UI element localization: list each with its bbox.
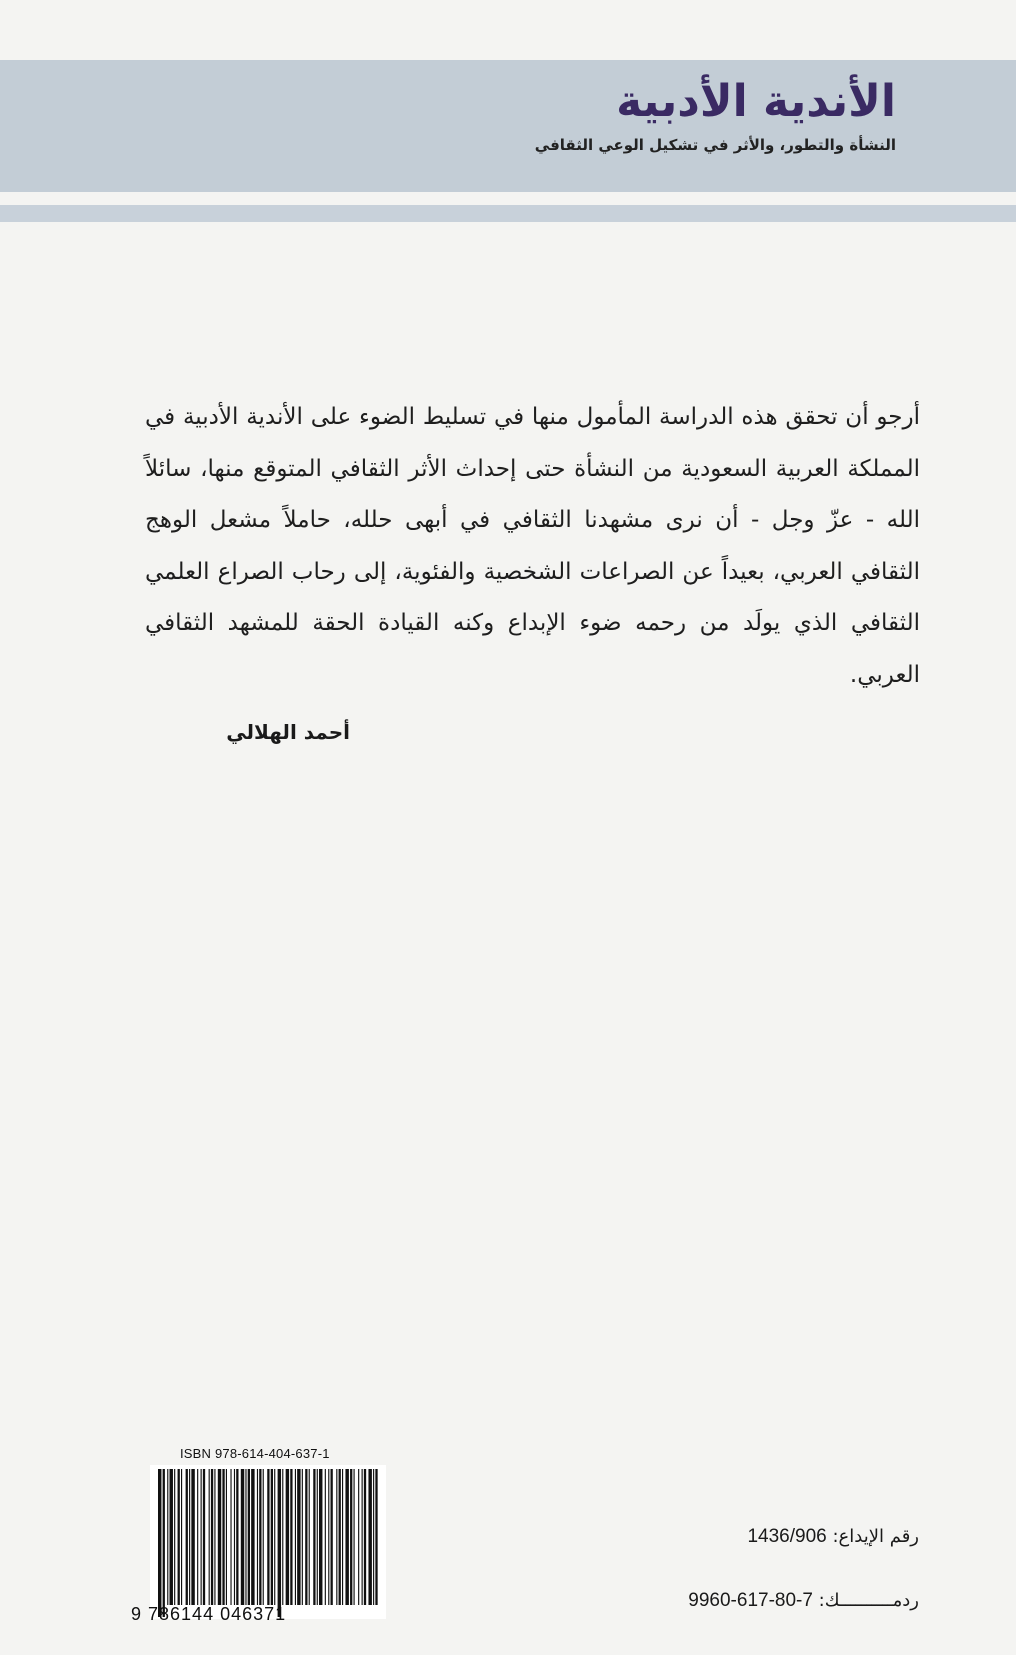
barcode-bar [302,1469,303,1605]
barcode-bar [251,1469,254,1605]
barcode-bar [209,1469,210,1605]
barcode-bar [170,1469,173,1605]
book-subtitle: النشأة والتطور، والأثر في تشكيل الوعي الثقافي [534,136,896,155]
barcode-bars [150,1465,386,1619]
barcode-bar [362,1469,363,1605]
barcode-bar [305,1469,307,1605]
barcode-bar [226,1469,227,1605]
barcode-bar [201,1469,202,1605]
barcode-bar [325,1469,326,1605]
isbn-label: ISBN 978-614-404-637-1 [180,1446,330,1461]
barcode-bar [191,1469,194,1605]
barcode-bar [350,1469,352,1605]
header-stripe [0,205,1016,222]
book-title: الأندية الأدبية [616,76,896,127]
barcode-bar [241,1469,244,1605]
author-name: أحمد الهلالي [226,720,350,744]
barcode-bar [203,1469,205,1605]
barcode-bar [345,1469,348,1605]
barcode-bar [222,1469,224,1605]
barcode-bar [259,1469,261,1605]
barcode-bar [263,1469,264,1605]
barcode-bar [373,1469,374,1605]
barcode-bar [267,1469,269,1605]
barcode-bar [319,1469,322,1605]
barcode-bar [286,1469,289,1605]
barcode-bar [163,1469,165,1617]
barcode-bar [178,1469,180,1605]
barcode-bar [368,1469,371,1605]
barcode-bar [339,1469,341,1605]
barcode-bar [354,1469,355,1605]
barcode-bar [375,1469,377,1605]
barcode-bar [218,1469,221,1605]
barcode-bar [309,1469,310,1605]
local-isbn-value: 9960-617-80-7 [688,1590,813,1611]
barcode-bar [317,1469,318,1605]
barcode-bar [189,1469,190,1605]
back-cover-blurb: أرجو أن تحقق هذه الدراسة المأمول منها في تسليط الضوء على الأندية الأدبية في المملكة العربية السعودية من النشأة حتى إحداث الأثر الثقافي المتوقع منها، سائلاً الله - عزّ وجل - أن نرى مشهدنا الثقافي في أبهى حلله، حاملاً مشعل الوهج الثقافي العربي، بعيداً عن الصراعات الشخصية والفئوية، إلى رحاب الصراع العلمي الثقافي الذي يولَد من رحمه ضوء الإبداع وكنه القيادة الحقة للمشهد الثقافي العربي. [145,404,920,688]
barcode-digits: 9 786144 046371 [131,1604,287,1624]
barcode-bar [230,1469,231,1605]
barcode-bar [234,1469,235,1605]
barcode-bar [358,1469,359,1605]
barcode-bar [313,1469,315,1605]
barcode-bar [245,1469,246,1605]
barcode-bar [336,1469,337,1605]
title-block [535,78,896,154]
barcode-bar [278,1469,281,1617]
barcode-bar [364,1469,366,1605]
deposit-number [747,1526,919,1548]
barcode-bar [274,1469,275,1605]
barcode-bar [295,1469,296,1605]
local-isbn-label: ردمــــــــــك: [818,1590,919,1611]
deposit-label: رقم الإيداع: [832,1526,919,1547]
barcode-bar [331,1469,333,1605]
local-isbn [688,1590,919,1612]
barcode-bar [342,1469,343,1605]
deposit-value: 1436/906 [747,1526,827,1547]
barcode-bar [197,1469,198,1605]
barcode-bar [186,1469,188,1605]
barcode-bar [271,1469,273,1605]
barcode-bar [282,1469,283,1605]
barcode-bar [181,1469,182,1605]
barcode-bar [214,1469,215,1605]
barcode [150,1465,386,1619]
barcode-bar [158,1469,161,1617]
barcode-bar [236,1469,238,1605]
barcode-bar [211,1469,213,1605]
barcode-bar [297,1469,300,1605]
barcode-bar [174,1469,175,1605]
barcode-bar [248,1469,250,1605]
barcode-bar [328,1469,329,1605]
barcode-bar [290,1469,292,1605]
barcode-bar [257,1469,258,1605]
barcode-bar [167,1469,168,1605]
